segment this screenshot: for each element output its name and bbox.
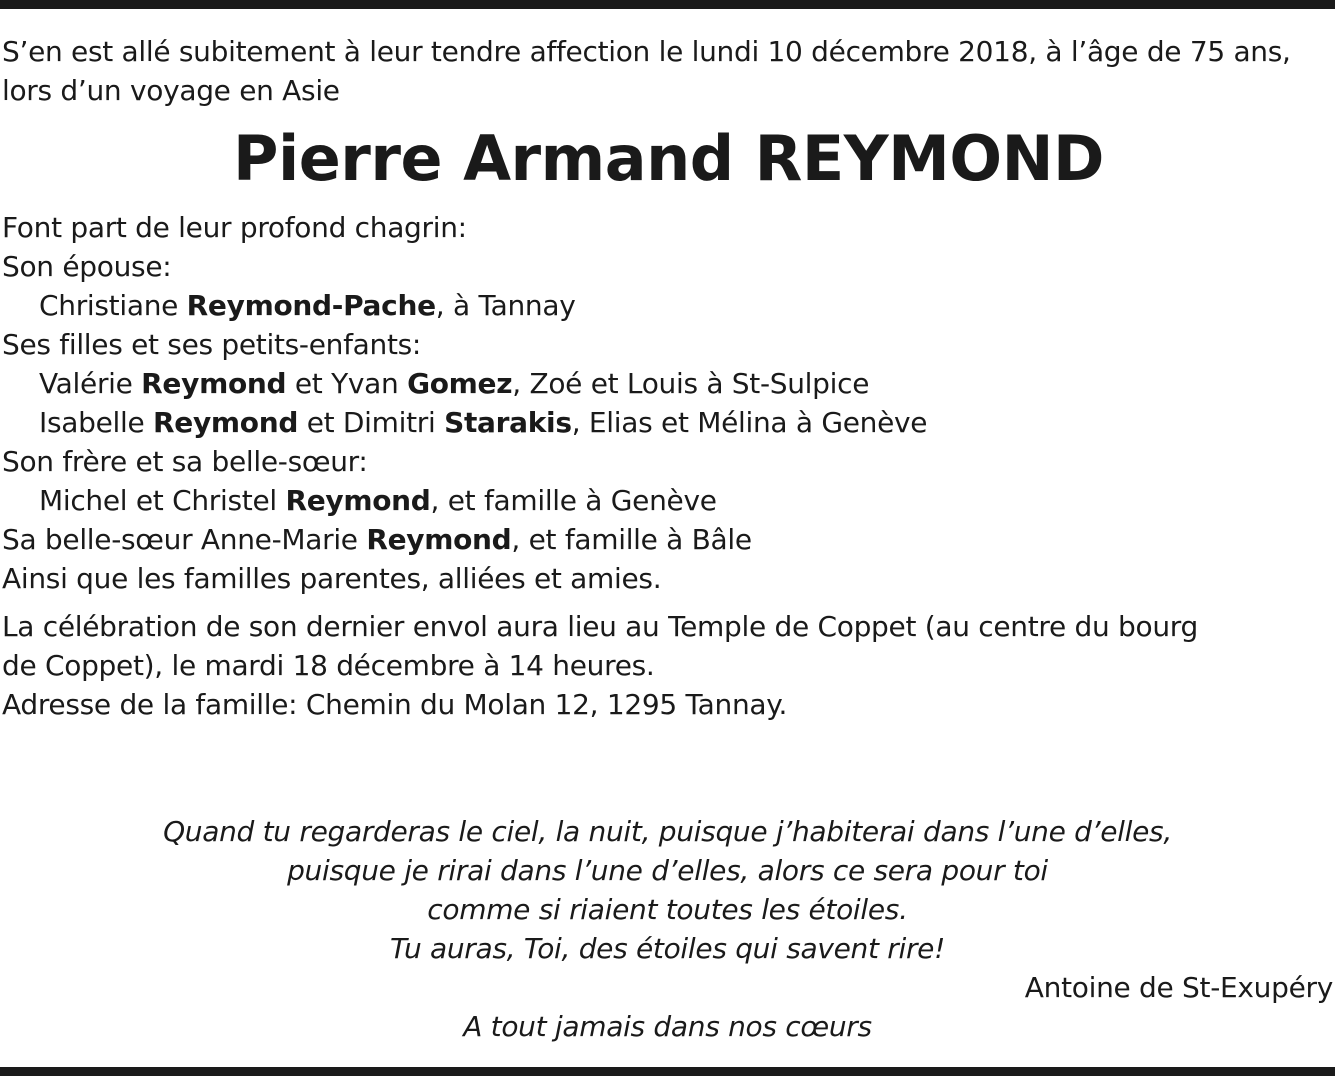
spouse-entry [2, 286, 1335, 325]
intro-line-1: S’en est allé subitement à leur tendre affection le lundi 10 décembre 2018, à l’âge de 75 ans, [2, 35, 1291, 68]
ceremony-line-2: de Coppet), le mardi 18 décembre à 14 heures. [2, 649, 655, 682]
daughters-heading: Ses filles et ses petits-enfants: [2, 328, 422, 361]
deceased-name: Pierre Armand REYMOND [233, 122, 1104, 195]
spouse-surname: Reymond-Pache [186, 289, 436, 322]
partner-surname: Gomez [407, 367, 513, 400]
daughter-entry-2 [2, 403, 1335, 442]
grandchildren-location: , Zoé et Louis à St-Sulpice [512, 367, 870, 400]
ceremony-line-1: La célébration de son dernier envol aura lieu au Temple de Coppet (au centre du bourg [2, 610, 1199, 643]
quote-line: Tu auras, Toi, des étoiles qui savent rire! [389, 932, 946, 965]
family-address: Adresse de la famille: Chemin du Molan 12, 1295 Tannay. [2, 688, 788, 721]
quote-line: comme si riaient toutes les étoiles. [427, 893, 908, 926]
brother-first-names: Michel et Christel [39, 484, 286, 517]
daughter-surname: Reymond [153, 406, 299, 439]
spouse-location: , à Tannay [435, 289, 576, 322]
intro-paragraph [2, 32, 1335, 110]
quote-line: Quand tu regarderas le ciel, la nuit, puisque j’habiterai dans l’une d’elles, [163, 815, 1172, 848]
spouse-heading: Son épouse: [2, 250, 172, 283]
quote-line: puisque je rirai dans l’une d’elles, alors ce sera pour toi [287, 854, 1048, 887]
quote-author: Antoine de St-Exupéry [1024, 971, 1333, 1004]
partner-first-name: et Yvan [286, 367, 408, 400]
announcement-text: Font part de leur profond chagrin: [2, 211, 467, 244]
sister-in-law-surname: Reymond [366, 523, 512, 556]
grandchildren-location: , Elias et Mélina à Genève [571, 406, 928, 439]
brother-heading: Son frère et sa belle-sœur: [2, 445, 368, 478]
partner-surname: Starakis [444, 406, 572, 439]
bottom-border-rule [0, 1067, 1335, 1076]
ceremony-paragraph [2, 607, 1335, 685]
brother-entry [2, 481, 1335, 520]
daughter-first-name: Valérie [39, 367, 142, 400]
brother-surname: Reymond [285, 484, 431, 517]
quote-block [0, 812, 1335, 1046]
sister-in-law-first: Sa belle-sœur Anne-Marie [2, 523, 367, 556]
sister-in-law-entry [2, 520, 1335, 559]
daughter-entry-1 [2, 364, 1335, 403]
families-line: Ainsi que les familles parentes, alliées et amies. [2, 562, 662, 595]
spouse-first-name: Christiane [39, 289, 187, 322]
top-border-rule [0, 0, 1335, 9]
obituary-notice [2, 32, 1335, 724]
partner-first-name: et Dimitri [298, 406, 445, 439]
daughter-first-name: Isabelle [39, 406, 153, 439]
brother-location: , et famille à Genève [430, 484, 717, 517]
intro-line-2: lors d’un voyage en Asie [2, 74, 340, 107]
daughter-surname: Reymond [141, 367, 287, 400]
closing-line: A tout jamais dans nos cœurs [463, 1010, 872, 1043]
sister-in-law-location: , et famille à Bâle [511, 523, 752, 556]
